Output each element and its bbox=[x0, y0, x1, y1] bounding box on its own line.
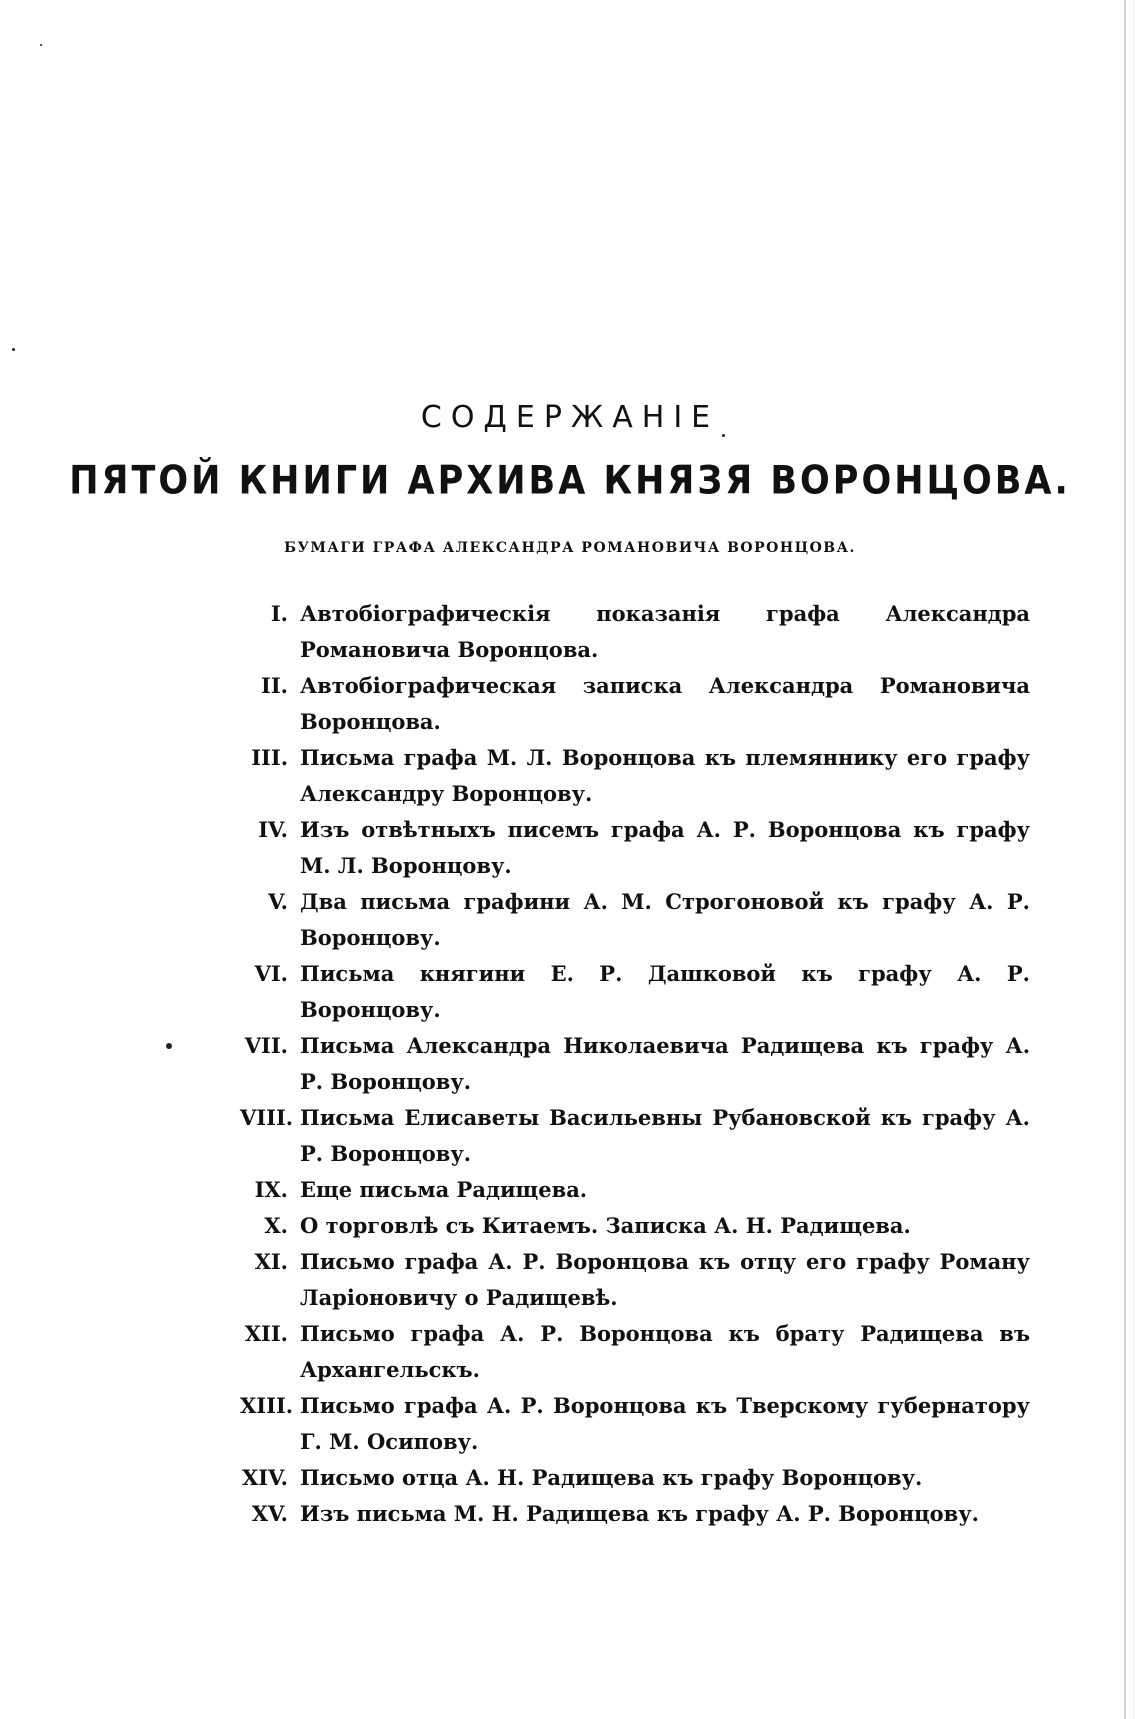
toc-text: Изъ отвѣтныхъ писемъ графа А. Р. Воронцова къ графу М. Л. Воронцову. bbox=[300, 817, 1030, 878]
toc-text: О торговлѣ съ Китаемъ. Записка А. Н. Радищева. bbox=[300, 1213, 911, 1238]
ink-speck bbox=[40, 44, 42, 46]
toc-text: Изъ письма М. Н. Радищева къ графу А. Р. Воронцову. bbox=[300, 1501, 979, 1526]
toc-entry bbox=[240, 668, 1040, 740]
page-edge bbox=[1124, 0, 1126, 1719]
toc-entry bbox=[240, 596, 1040, 668]
toc-entry bbox=[240, 1460, 1040, 1496]
toc-text: Два письма графини А. М. Строгоновой къ графу А. Р. Воронцову. bbox=[300, 889, 1030, 950]
page-title: СОДЕРЖАНІЕ bbox=[420, 400, 720, 435]
toc-number: X. bbox=[264, 1213, 288, 1238]
toc-entry bbox=[240, 884, 1040, 956]
toc-entry bbox=[240, 740, 1040, 812]
toc-entry bbox=[240, 1172, 1040, 1208]
toc-text: Еще письма Радищева. bbox=[300, 1177, 588, 1202]
toc-number: XII. bbox=[244, 1321, 288, 1346]
toc-number: XIII. bbox=[240, 1393, 294, 1418]
toc-number: IX. bbox=[254, 1177, 288, 1202]
toc-number: VII. bbox=[244, 1033, 288, 1058]
toc-text: Автобіографическая записка Александра Романовича Воронцова. bbox=[300, 673, 1030, 734]
ink-speck bbox=[12, 348, 15, 351]
toc-text: Письма графа М. Л. Воронцова къ племяннику его графу Александру Воронцову. bbox=[300, 745, 1030, 806]
toc-number: III. bbox=[251, 745, 288, 770]
toc-text: Письмо графа А. Р. Воронцова къ Тверскому губернатору Г. М. Осипову. bbox=[300, 1393, 1030, 1454]
toc-number: I. bbox=[270, 601, 288, 626]
toc-entry bbox=[240, 812, 1040, 884]
toc-number: XV. bbox=[251, 1501, 288, 1526]
toc-entry bbox=[240, 1208, 1040, 1244]
toc-text: Письмо графа А. Р. Воронцова къ брату Радищева въ Архангельскъ. bbox=[300, 1321, 1030, 1382]
page-edge-outer bbox=[1133, 0, 1134, 1719]
toc-number: II. bbox=[261, 673, 288, 698]
book-title: ПЯТОЙ КНИГИ АРХИВА КНЯЗЯ ВОРОНЦОВА. bbox=[69, 458, 1071, 504]
toc-number: VIII. bbox=[240, 1105, 294, 1130]
toc-number: VI. bbox=[254, 961, 288, 986]
toc-text: Письмо графа А. Р. Воронцова къ отцу его графу Роману Ларіоновичу о Радищевѣ. bbox=[300, 1249, 1030, 1310]
section-heading: БУМАГИ ГРАФА АЛЕКСАНДРА РОМАНОВИЧА ВОРОНЦОВА. bbox=[284, 540, 856, 556]
toc-entry bbox=[240, 1316, 1040, 1388]
toc-text: Письма Елисаветы Васильевны Рубановской къ графу А. Р. Воронцову. bbox=[300, 1105, 1030, 1166]
toc-number: XIV. bbox=[241, 1465, 288, 1490]
toc-entry bbox=[240, 956, 1040, 1028]
toc-entry bbox=[240, 1496, 1040, 1532]
toc-text: Письма Александра Николаевича Радищева къ графу А. Р. Воронцову. bbox=[300, 1033, 1030, 1094]
toc-number: IV. bbox=[258, 817, 288, 842]
toc-entry bbox=[240, 1244, 1040, 1316]
toc-text: Письма княгини Е. Р. Дашковой къ графу А. Р. Воронцову. bbox=[300, 961, 1030, 1022]
toc-entry bbox=[240, 1028, 1040, 1100]
toc-text: Письмо отца А. Н. Радищева къ графу Воронцову. bbox=[300, 1465, 923, 1490]
toc-text: Автобіографическія показанія графа Александра Романовича Воронцова. bbox=[300, 601, 1030, 662]
table-of-contents bbox=[240, 596, 1040, 1532]
toc-entry bbox=[240, 1100, 1040, 1172]
toc-number: V. bbox=[268, 889, 288, 914]
toc-entry bbox=[240, 1388, 1040, 1460]
ink-speck bbox=[166, 1043, 172, 1049]
toc-number: XI. bbox=[254, 1249, 288, 1274]
